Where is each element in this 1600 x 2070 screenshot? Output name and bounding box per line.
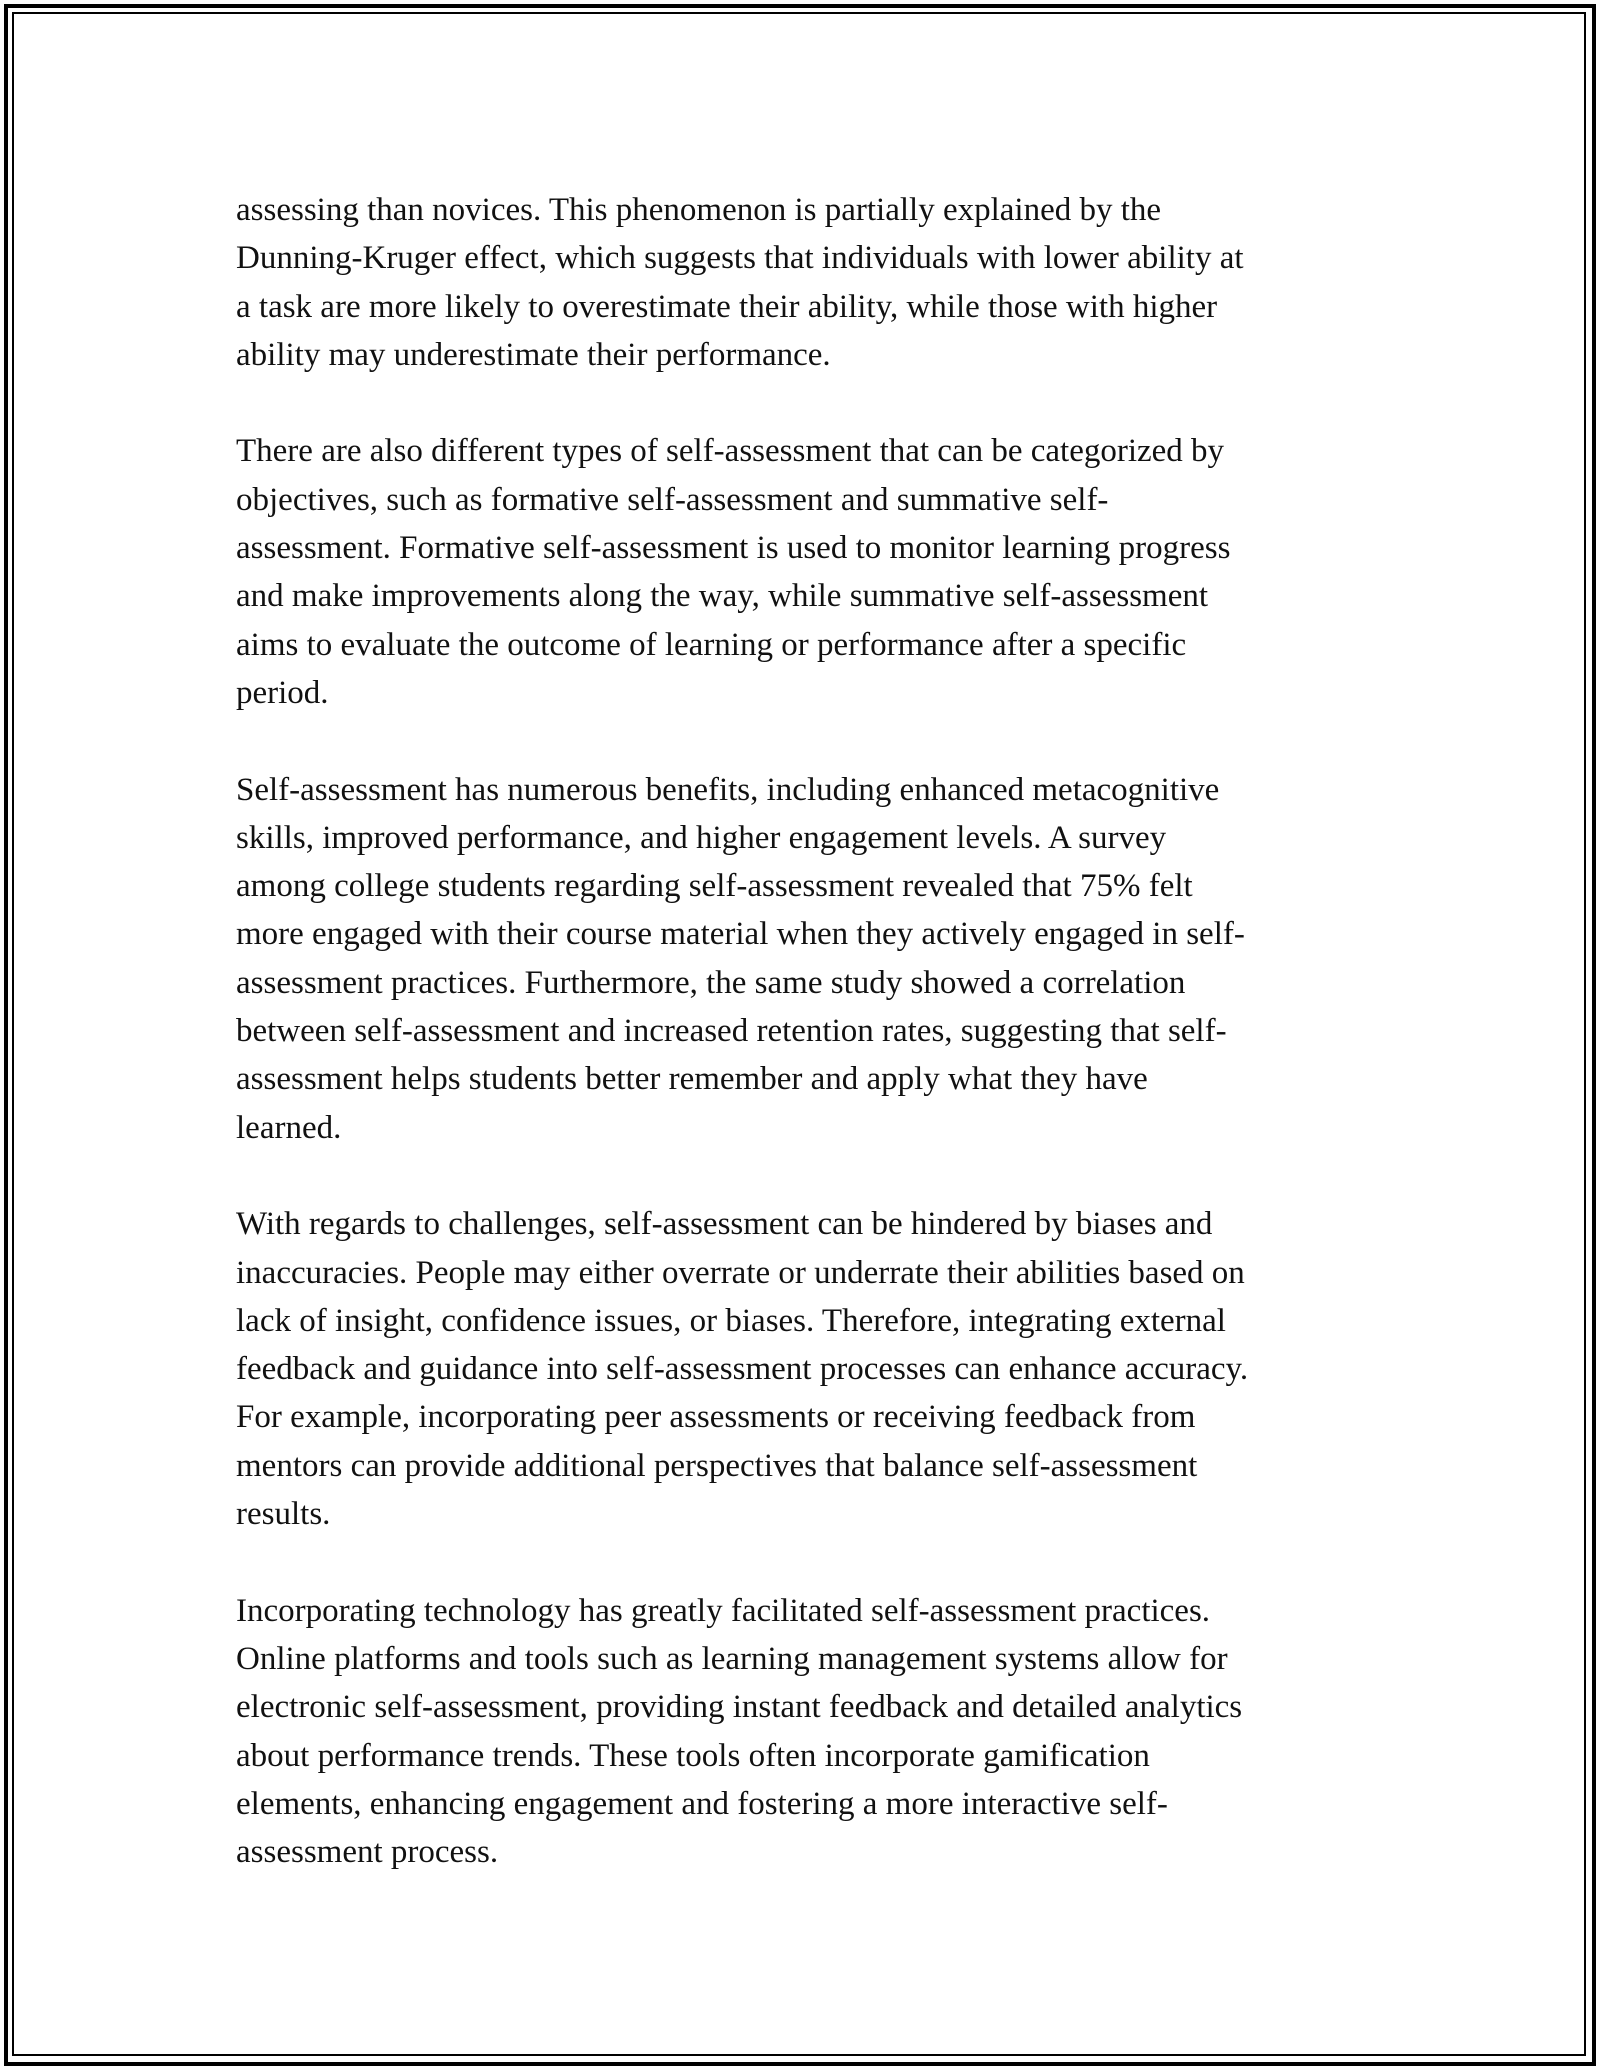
paragraph-benefits	[236, 766, 1366, 1152]
paragraph-challenges	[236, 1200, 1366, 1538]
text-line: aims to evaluate the outcome of learning or performance after a specific	[236, 626, 1187, 663]
paragraph-dunning-kruger	[236, 186, 1366, 379]
text-line: results.	[236, 1496, 331, 1533]
text-line: inaccuracies. People may either overrate or underrate their abilities based on	[236, 1254, 1245, 1291]
text-line: period.	[236, 674, 329, 711]
text-line: assessment practices. Furthermore, the same study showed a correlation	[236, 964, 1186, 1001]
paragraph-types-of-self-assessment	[236, 427, 1366, 717]
text-line: With regards to challenges, self-assessment can be hindered by biases and	[236, 1206, 1213, 1243]
text-line: objectives, such as formative self-assessment and summative self-	[236, 481, 1109, 518]
text-line: assessment helps students better remember and apply what they have	[236, 1061, 1148, 1098]
text-line: between self-assessment and increased retention rates, suggesting that self-	[236, 1013, 1227, 1050]
text-line: Self-assessment has numerous benefits, including enhanced metacognitive	[236, 771, 1220, 808]
text-line: lack of insight, confidence issues, or biases. Therefore, integrating external	[236, 1302, 1226, 1339]
text-line: more engaged with their course material when they actively engaged in self-	[236, 916, 1245, 953]
text-line: Incorporating technology has greatly facilitated self-assessment practices.	[236, 1592, 1211, 1629]
paragraph-technology	[236, 1587, 1366, 1877]
text-line: feedback and guidance into self-assessment processes can enhance accuracy.	[236, 1351, 1249, 1388]
text-line: a task are more likely to overestimate their ability, while those with higher	[236, 288, 1218, 325]
text-line: electronic self-assessment, providing instant feedback and detailed analytics	[236, 1689, 1243, 1726]
document-body	[236, 186, 1366, 1925]
text-line: learned.	[236, 1109, 342, 1146]
text-line: assessing than novices. This phenomenon is partially explained by the	[236, 192, 1162, 228]
text-line: elements, enhancing engagement and fostering a more interactive self-	[236, 1785, 1168, 1822]
text-line: For example, incorporating peer assessments or receiving feedback from	[236, 1399, 1196, 1436]
text-line: Dunning-Kruger effect, which suggests that individuals with lower ability at	[236, 240, 1244, 277]
text-line: ability may underestimate their performance.	[236, 336, 831, 373]
text-line: mentors can provide additional perspectives that balance self-assessment	[236, 1447, 1198, 1484]
text-line: Online platforms and tools such as learning management systems allow for	[236, 1640, 1228, 1677]
text-line: among college students regarding self-assessment revealed that 75% felt	[236, 868, 1193, 905]
text-line: assessment process.	[236, 1834, 499, 1871]
text-line: skills, improved performance, and higher engagement levels. A survey	[236, 819, 1167, 856]
text-line: about performance trends. These tools often incorporate gamification	[236, 1737, 1150, 1774]
text-line: There are also different types of self-assessment that can be categorized by	[236, 433, 1225, 470]
text-line: and make improvements along the way, while summative self-assessment	[236, 578, 1209, 615]
text-line: assessment. Formative self-assessment is used to monitor learning progress	[236, 530, 1231, 567]
